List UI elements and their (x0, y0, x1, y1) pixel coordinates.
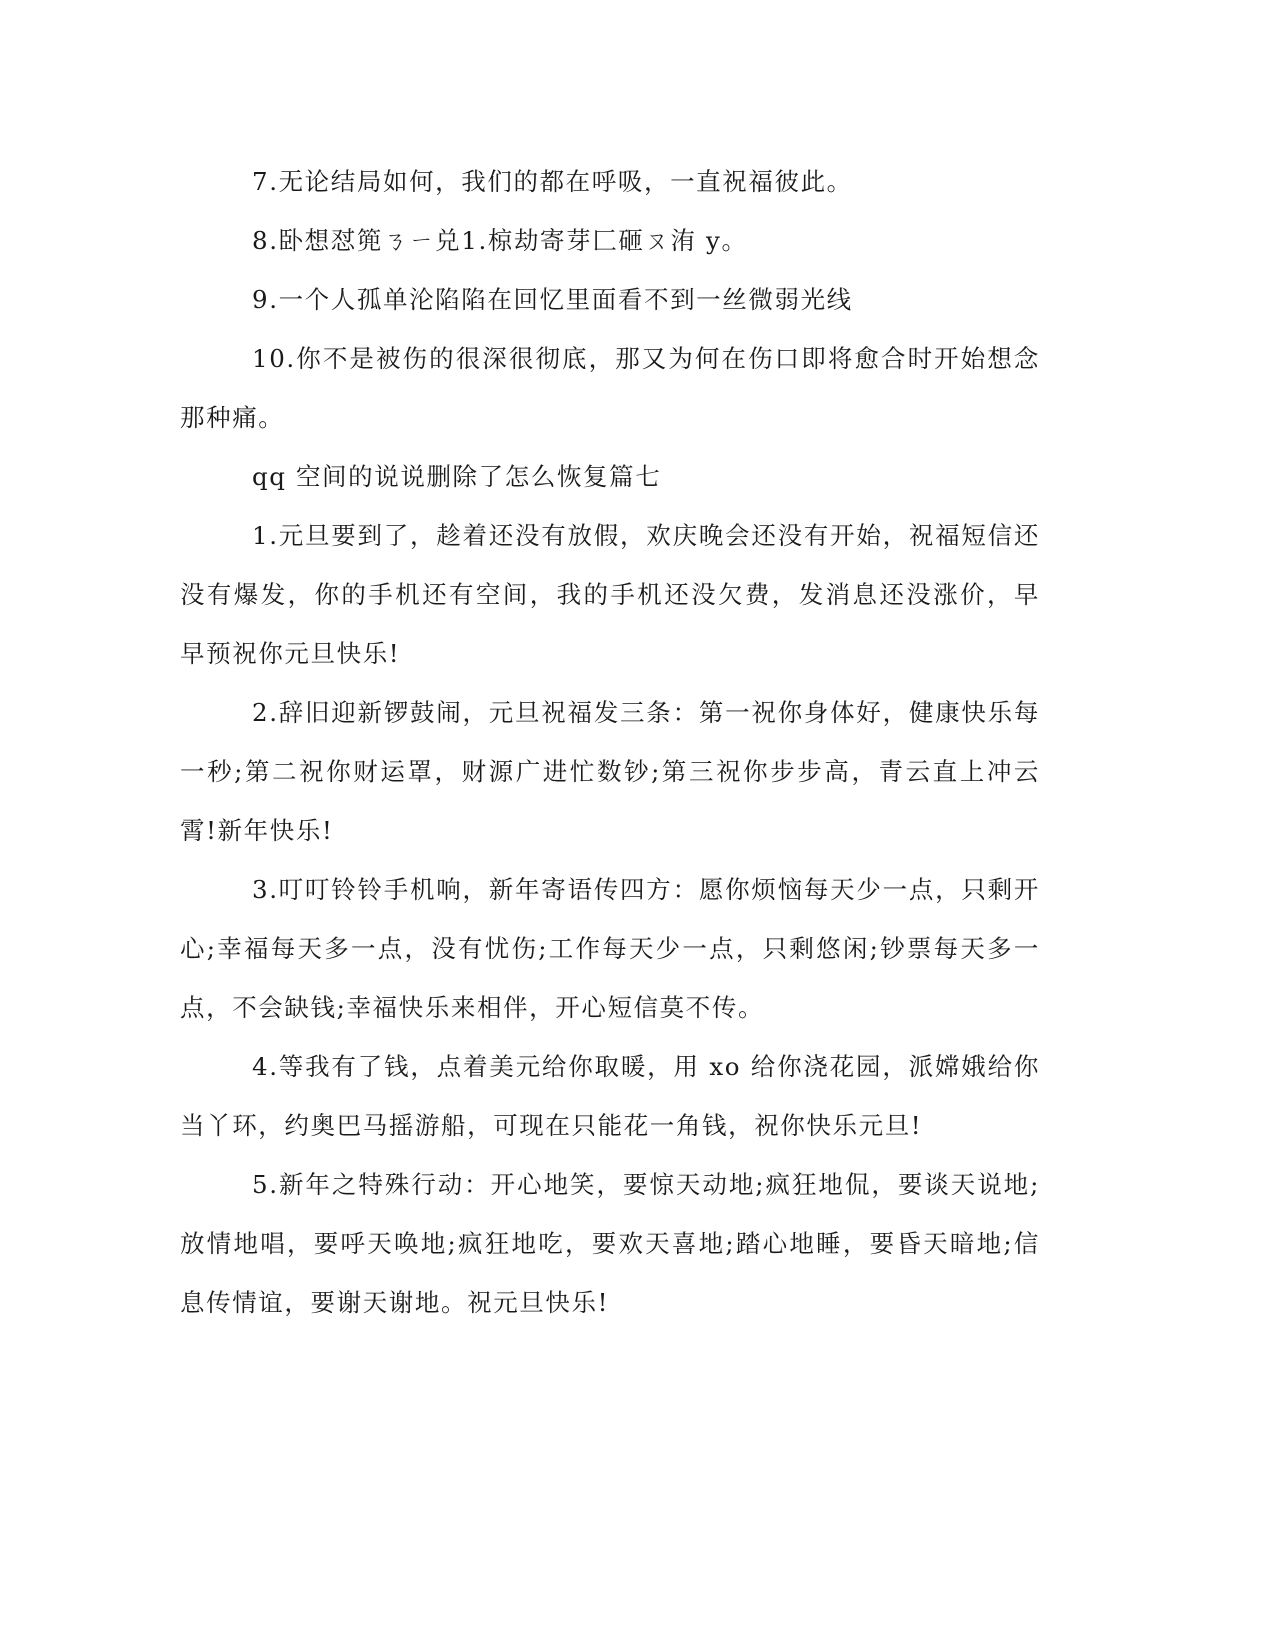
paragraph-item-10: 10.你不是被伤的很深很彻底，那又为何在伤口即将愈合时开始想念那种痛。 (180, 344, 1040, 432)
section-heading: qq 空间的说说删除了怎么恢复篇七 (252, 462, 662, 491)
paragraph-item-4: 4.等我有了钱，点着美元给你取暖，用 xo 给你浇花园，派嫦娥给你当丫环，约奥巴马摇游船，可现在只能花一角钱，祝你快乐元旦! (180, 1052, 1040, 1140)
paragraph-item-9: 9.一个人孤单沦陷陷在回忆里面看不到一丝微弱光线 (252, 285, 853, 314)
paragraph-item-2: 2.辞旧迎新锣鼓闹，元旦祝福发三条：第一祝你身体好，健康快乐每一秒;第二祝你财运罩，财源广进忙数钞;第三祝你步步高，青云直上冲云霄!新年快乐! (180, 698, 1040, 845)
paragraph-item-1: 1.元旦要到了，趁着还没有放假，欢庆晚会还没有开始，祝福短信还没有爆发，你的手机还有空间，我的手机还没欠费，发消息还没涨价，早早预祝你元旦快乐! (180, 521, 1040, 668)
paragraph-item-7: 7.无论结局如何，我们的都在呼吸，一直祝福彼此。 (252, 167, 853, 196)
paragraph-item-3: 3.叮叮铃铃手机响，新年寄语传四方：愿你烦恼每天少一点，只剩开心;幸福每天多一点，没有忧伤;工作每天少一点，只剩悠闲;钞票每天多一点，不会缺钱;幸福快乐来相伴，开心短信莫不传。 (180, 875, 1040, 1022)
document-page (180, 152, 1040, 1332)
paragraph-item-8: 8.卧想怼篼ㄋㄧ兑1.椋劫寄芽匚砸ㄡ洧 y。 (252, 226, 748, 255)
paragraph-item-5: 5.新年之特殊行动：开心地笑，要惊天动地;疯狂地侃，要谈天说地;放情地唱，要呼天唤地;疯狂地吃，要欢天喜地;踏心地睡，要昏天暗地;信息传情谊，要谢天谢地。祝元旦快乐! (180, 1170, 1040, 1317)
